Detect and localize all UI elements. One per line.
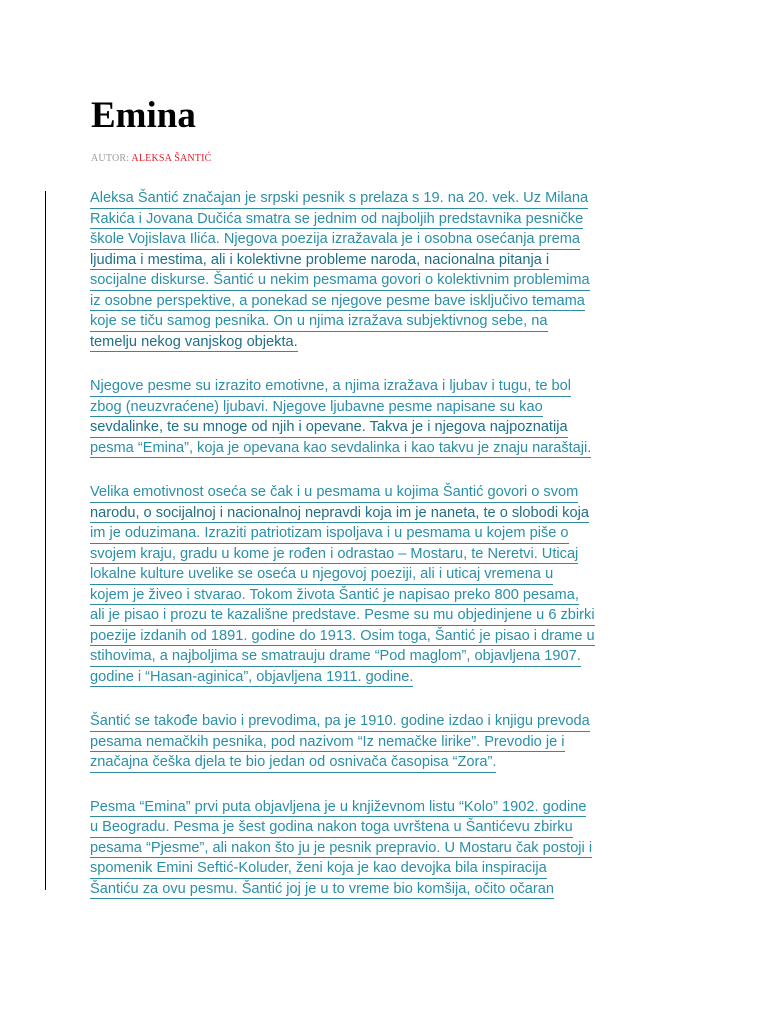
text-line[interactable]: u Beogradu. Pesma je šest godina nakon toga uvrštena u Šantićevu zbirku [90,817,573,838]
text-line[interactable]: škole Vojislava Ilića. Njegova poezija izražavala je i osobna osećanja prema [90,229,580,250]
text-line[interactable]: Njegove pesme su izrazito emotivne, a njima izražava i ljubav i tugu, te bol [90,376,571,397]
text-line[interactable]: ali je pisao i prozu te kazališne predstave. Pesme su mu objedinjene u 6 zbirki [90,605,595,626]
text-line[interactable]: ljudima i mestima, ali i kolektivne probleme naroda, nacionalna pitanja i [90,250,549,271]
text-line[interactable]: Aleksa Šantić značajan je srpski pesnik s prelaza s 19. na 20. vek. Uz Milana [90,188,588,209]
paragraph-4 [90,711,690,773]
text-line[interactable]: Šantić se takođe bavio i prevodima, pa je 1910. godine izdao i knjigu prevoda [90,711,590,732]
text-line[interactable]: zbog (neuzvraćene) ljubavi. Njegove ljubavne pesme napisane su kao [90,397,543,418]
text-line[interactable]: značajna češka djela te bio jedan od osnivača časopisa “Zora”. [90,752,496,773]
author-label: AUTOR: [91,153,130,164]
paragraph-3 [90,482,690,687]
author-line [91,152,212,166]
text-line[interactable]: pesama “Pjesme”, ali nakon što ju je pesnik prepravio. U Mostaru čak postoji i [90,838,592,859]
text-line[interactable]: poezije izdanih od 1891. godine do 1913. Osim toga, Šantić je pisao i drame u [90,626,595,647]
text-line[interactable]: Velika emotivnost oseća se čak i u pesmama u kojima Šantić govori o svom [90,482,578,503]
text-line[interactable]: Šantiću za ovu pesmu. Šantić joj je u to vreme bio komšija, očito očaran [90,879,554,900]
paragraph-5 [90,797,690,900]
text-line[interactable]: koje se tiču samog pesnika. On u njima izražava subjektivnog sebe, na [90,311,548,332]
text-line[interactable]: sevdalinke, te su mnoge od njih i opevane. Takva je i njegova najpoznatija [90,417,568,438]
text-line[interactable]: narodu, o socijalnoj i nacionalnoj nepravdi koja im je naneta, te o slobodi koja [90,503,589,524]
text-line[interactable]: kojem je živeo i stvarao. Tokom života Šantić je napisao preko 800 pesama, [90,585,579,606]
paragraph-2 [90,376,690,458]
text-line[interactable]: socijalne diskurse. Šantić u nekim pesmama govori o kolektivnim problemima [90,270,590,291]
text-line[interactable]: lokalne kulture uvelike se oseća u njegovoj poeziji, ali i uticaj vremena u [90,564,553,585]
text-line[interactable]: stihovima, a najboljima se smatrauju drame “Pod maglom”, objavljena 1907. [90,646,581,667]
text-line[interactable]: svojem kraju, gradu u kome je rođen i odrastao – Mostaru, te Neretvi. Uticaj [90,544,578,565]
paragraph-1 [90,188,690,352]
author-name[interactable]: ALEKSA ŠANTIĆ [131,153,212,164]
text-line[interactable]: pesama nemačkih pesnika, pod nazivom “Iz nemačke lirike”. Prevodio je i [90,732,565,753]
article-body [90,188,690,923]
page-title: Emina [91,95,196,136]
text-line[interactable]: Rakića i Jovana Dučića smatra se jednim od najboljih predstavnika pesničke [90,209,583,230]
margin-rule [45,191,46,890]
text-line[interactable]: spomenik Emini Seftić-Koluder, ženi koja je kao devojka bila inspiracija [90,858,547,879]
text-line[interactable]: pesma “Emina”, koja je opevana kao sevdalinka i kao takvu je znaju naraštaji. [90,438,591,459]
text-line[interactable]: Pesma “Emina” prvi puta objavljena je u književnom listu “Kolo” 1902. godine [90,797,586,818]
text-line[interactable]: iz osobne perspektive, a ponekad se njegove pesme bave isključivo temama [90,291,585,312]
text-line[interactable]: im je oduzimana. Izraziti patriotizam ispoljava i u pesmama u kojem piše o [90,523,569,544]
text-line[interactable]: godine i “Hasan-aginica”, objavljena 1911. godine. [90,667,413,688]
text-line[interactable]: temelju nekog vanjskog objekta. [90,332,298,353]
